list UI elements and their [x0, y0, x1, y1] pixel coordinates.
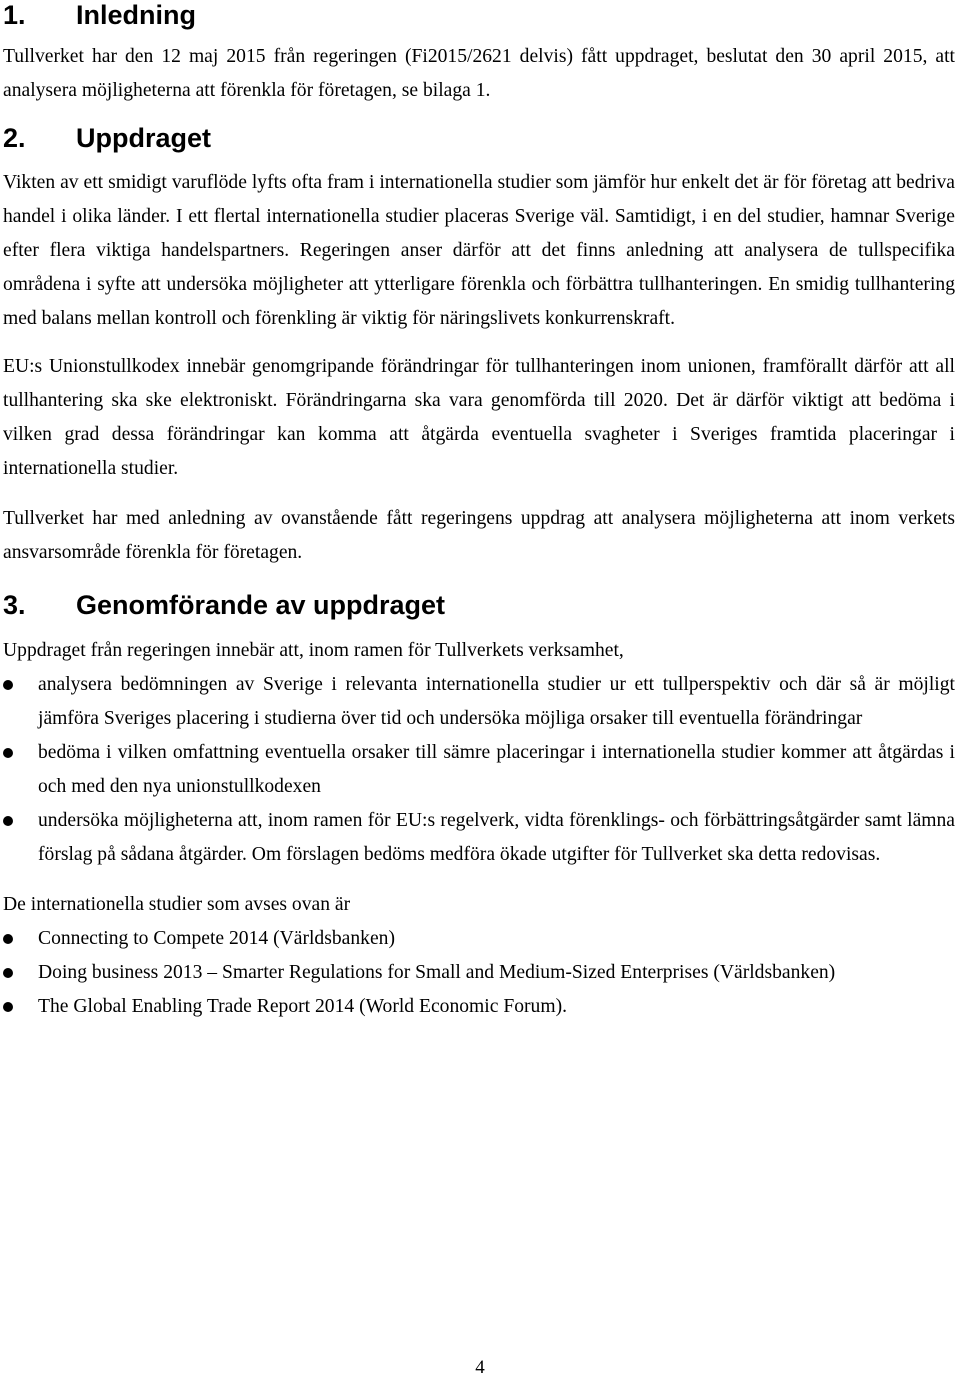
section-3-heading — [3, 590, 955, 620]
bullet-icon — [3, 1002, 13, 1012]
list-item-text: undersöka möjligheterna att, inom ramen för EU:s regelverk, vidta förenklings- och förbättringsåtgärder samt lämna förslag på sådana åtgärder. Om förslagen bedöms medföra ökade utgifter för Tullverket ska detta redovisas. — [38, 810, 955, 865]
paragraph: Vikten av ett smidigt varuflöde lyfts ofta fram i internationella studier som jämför hur enkelt det är för företag att bedriva handel i olika länder. I ett flertal internationella studier placeras Sverige väl. Samtidigt, i en del studier, hamnar Sverige efter flera viktiga handelspartners. Regeringen anser därför att det finns anledning att analysera de tullspecifika områdena i syfte att undersöka möjligheter att ytterligare förenkla och förbättra tullhanteringen. En smidig tullhantering med balans mellan kontroll och förenkling är viktig för näringslivets konkurrenskraft. — [3, 172, 955, 329]
bullet-icon — [3, 968, 13, 978]
bullet-icon — [3, 934, 13, 944]
list-item — [3, 956, 955, 990]
list-item-text: Connecting to Compete 2014 (Världsbanken) — [38, 928, 395, 949]
section-number: 2. — [3, 123, 26, 153]
section-number: 3. — [3, 590, 26, 620]
list-item-text: The Global Enabling Trade Report 2014 (World Economic Forum). — [38, 996, 568, 1017]
document-page — [3, 0, 955, 1024]
list-item — [3, 922, 955, 956]
bullet-icon — [3, 816, 13, 826]
section-number: 1. — [3, 0, 26, 30]
bullet-icon — [3, 680, 13, 690]
list-item — [3, 668, 955, 736]
paragraph: Tullverket har med anledning av ovanstående fått regeringens uppdrag att analysera möjligheterna att inom verkets ansvarsområde förenkla för företagen. — [3, 508, 955, 563]
studies-list — [3, 922, 955, 1024]
list-item — [3, 804, 955, 872]
list-item-text: Doing business 2013 – Smarter Regulations for Small and Medium-Sized Enterprises (Världsbanken) — [38, 962, 836, 983]
paragraph: De internationella studier som avses ovan är — [3, 894, 351, 915]
paragraph: Uppdraget från regeringen innebär att, inom ramen för Tullverkets verksamhet, — [3, 640, 624, 661]
section-2-heading — [3, 123, 955, 153]
paragraph: EU:s Unionstullkodex innebär genomgripande förändringar för tullhanteringen inom unionen, framförallt därför att all tullhantering ska ske elektroniskt. Förändringarna ska vara genomförda till 2020. Det är därför viktigt att bedöma i vilken grad dessa förändringar kan komma att åtgärda eventuella svagheter i Sveriges framtida placeringar i internationella studier. — [3, 356, 955, 479]
section-title: Uppdraget — [76, 123, 211, 153]
section-1-heading — [3, 0, 955, 30]
list-item — [3, 736, 955, 804]
section-title: Genomförande av uppdraget — [76, 590, 446, 620]
list-item-text: bedöma i vilken omfattning eventuella orsaker till sämre placeringar i internationella studier kommer att åtgärdas i och med den nya unionstullkodexen — [38, 742, 955, 797]
section-title: Inledning — [76, 0, 196, 30]
page-number: 4 — [475, 1357, 485, 1378]
task-list — [3, 668, 955, 872]
paragraph: Tullverket har den 12 maj 2015 från regeringen (Fi2015/2621 delvis) fått uppdraget, beslutat den 30 april 2015, att analysera möjligheterna att förenkla för företagen, se bilaga 1. — [3, 46, 955, 101]
list-item-text: analysera bedömningen av Sverige i relevanta internationella studier ur ett tullperspektiv och där så är möjligt jämföra Sveriges placering i studierna över tid och undersöka möjliga orsaker till eventuella förändringar — [38, 674, 955, 729]
bullet-icon — [3, 748, 13, 758]
list-item — [3, 990, 955, 1024]
